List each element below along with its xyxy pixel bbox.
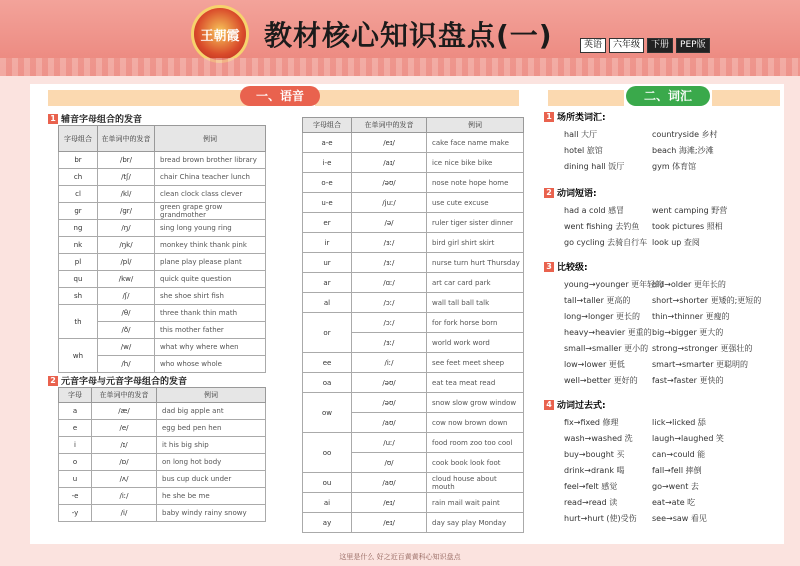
table-row	[303, 253, 524, 273]
list-item: feel→felt 感觉	[564, 482, 618, 491]
cell: al	[303, 293, 352, 313]
cell: /kl/	[98, 186, 155, 203]
cell: egg bed pen hen	[157, 420, 266, 437]
cell: eat tea meat read	[427, 373, 524, 393]
cell: nk	[59, 237, 98, 254]
cell: ir	[303, 233, 352, 253]
col-header: 字母组合	[59, 126, 98, 152]
table-row	[59, 288, 266, 305]
table-row	[303, 293, 524, 313]
cell: /ð/	[98, 322, 155, 339]
cell: he she be me	[157, 488, 266, 505]
table-row	[303, 273, 524, 293]
cell: /ɜː/	[352, 253, 427, 273]
cell: dad big apple ant	[157, 403, 266, 420]
cell: /əʊ/	[352, 373, 427, 393]
tag-grade: 六年级	[609, 38, 644, 53]
cell: cloud house about mouth	[427, 473, 524, 493]
cell: baby windy rainy snowy	[157, 505, 266, 522]
cell: ay	[303, 513, 352, 533]
table-row	[303, 233, 524, 253]
table-row	[59, 420, 266, 437]
table-row	[59, 169, 266, 186]
table-row	[303, 373, 524, 393]
cell: /ŋ/	[98, 220, 155, 237]
list-item: gym 体育馆	[652, 162, 697, 171]
cell: br	[59, 152, 98, 169]
table-row	[303, 353, 524, 373]
table-row	[303, 473, 524, 493]
cell: /eɪ/	[352, 133, 427, 153]
col-header: 字母组合	[303, 118, 352, 133]
cell: it his big ship	[157, 437, 266, 454]
col-header: 在单词中的发音	[352, 118, 427, 133]
table-row	[303, 193, 524, 213]
list-item: smart→smarter 更聪明的	[652, 360, 749, 369]
table-row	[303, 213, 524, 233]
cell: use cute excuse	[427, 193, 524, 213]
cell: o	[59, 454, 92, 471]
cell: oo	[303, 433, 352, 473]
list-item: fall→fell 摔倒	[652, 466, 702, 475]
list-item: heavy→heavier 更重的	[564, 328, 652, 337]
cell: /ɪ/	[92, 437, 157, 454]
list-item: look up 查阅	[652, 238, 700, 247]
list-item: drink→drank 喝	[564, 466, 625, 475]
col-header: 例词	[155, 126, 266, 152]
cell: sing long young ring	[155, 220, 266, 237]
cell: /w/	[98, 339, 155, 356]
block2-heading	[48, 374, 187, 387]
cell: /e/	[92, 420, 157, 437]
consonant-table	[58, 125, 266, 373]
cell: nose note hope home	[427, 173, 524, 193]
cell: or	[303, 313, 352, 353]
cell: u-e	[303, 193, 352, 213]
section-band-vocab-right	[712, 90, 780, 106]
cell: ng	[59, 220, 98, 237]
cell: day say play Monday	[427, 513, 524, 533]
cell: /ɒ/	[92, 454, 157, 471]
cell: a	[59, 403, 92, 420]
list-item: well→better 更好的	[564, 376, 638, 385]
cell: snow slow grow window	[427, 393, 524, 413]
cell: pl	[59, 254, 98, 271]
list-item: had a cold 感冒	[564, 206, 625, 215]
section-band-vocab-left	[548, 90, 624, 106]
section-title-vocab: 二、词汇	[626, 86, 710, 106]
cell: wh	[59, 339, 98, 373]
list-item: fast→faster 更快的	[652, 376, 724, 385]
table-row	[59, 186, 266, 203]
page-title: 教材核心知识盘点(一)	[264, 19, 553, 52]
list-item: small→smaller 更小的	[564, 344, 649, 353]
group-title: 场所类词汇:	[557, 113, 606, 123]
table-row	[59, 203, 266, 220]
table-row	[303, 173, 524, 193]
vocab-group-places	[544, 110, 780, 175]
cell: clean clock class clever	[155, 186, 266, 203]
cell: /aɪ/	[352, 153, 427, 173]
table-row	[59, 254, 266, 271]
cell: i	[59, 437, 92, 454]
section-band-phonics-right	[315, 90, 519, 106]
cell: /kw/	[98, 271, 155, 288]
group-number: 4	[544, 400, 554, 410]
block2-title: 元音字母与元音字母组合的发音	[61, 377, 188, 387]
cell: /əʊ/	[352, 393, 427, 413]
col-header: 例词	[427, 118, 524, 133]
block2-number: 2	[48, 376, 58, 386]
logo-badge	[194, 8, 246, 60]
cell: /eɪ/	[352, 493, 427, 513]
list-item: eat→ate 吃	[652, 498, 696, 507]
edition-tags	[580, 38, 710, 53]
block1-title: 辅音字母组合的发音	[61, 115, 143, 125]
cell: green grape grow grandmother	[155, 203, 266, 220]
tag-subject: 英语	[580, 38, 606, 53]
cell: /juː/	[352, 193, 427, 213]
list-item: beach 海滩;沙滩	[652, 146, 714, 155]
cell: ch	[59, 169, 98, 186]
list-item: read→read 读	[564, 498, 618, 507]
list-item: see→saw 看见	[652, 514, 707, 523]
cell: world work word	[427, 333, 524, 353]
tag-edition: PEP版	[676, 38, 710, 53]
list-item: low→lower 更低	[564, 360, 625, 369]
cell: ur	[303, 253, 352, 273]
cell: monkey think thank pink	[155, 237, 266, 254]
cell: /ɑː/	[352, 273, 427, 293]
cell: gr	[59, 203, 98, 220]
list-item: old→older 更年长的	[652, 280, 726, 289]
vocab-group-heading	[544, 260, 780, 273]
cell: /aʊ/	[352, 473, 427, 493]
list-item: took pictures 照相	[652, 222, 723, 231]
cell: /uː/	[352, 433, 427, 453]
table-row	[59, 271, 266, 288]
cell: /ŋk/	[98, 237, 155, 254]
cell: /h/	[98, 356, 155, 373]
table-row	[303, 133, 524, 153]
list-item: go→went 去	[652, 482, 699, 491]
table-row	[303, 433, 524, 453]
cell: on long hot body	[157, 454, 266, 471]
vocab-group-heading	[544, 398, 780, 411]
list-item: strong→stronger 更强壮的	[652, 344, 753, 353]
list-item: countryside 乡村	[652, 130, 718, 139]
group-number: 1	[544, 112, 554, 122]
cell: er	[303, 213, 352, 233]
cell: ar	[303, 273, 352, 293]
cell: ai	[303, 493, 352, 513]
cell: for fork horse born	[427, 313, 524, 333]
cell: bread brown brother library	[155, 152, 266, 169]
group-title: 比较级:	[557, 263, 588, 273]
section-title-phonics: 一、语音	[240, 86, 320, 106]
table-row	[59, 454, 266, 471]
tag-volume: 下册	[647, 38, 673, 53]
cell: wall tall ball talk	[427, 293, 524, 313]
cell: she shoe shirt fish	[155, 288, 266, 305]
cell: cow now brown down	[427, 413, 524, 433]
vocab-list	[544, 203, 780, 251]
table-row	[303, 393, 524, 413]
list-item: short→shorter 更矮的;更短的	[652, 296, 762, 305]
cell: /æ/	[92, 403, 157, 420]
vocab-list	[544, 127, 780, 175]
cell: ou	[303, 473, 352, 493]
table-row	[59, 403, 266, 420]
cell: three thank thin math	[155, 305, 266, 322]
logo-text: 王朝霞	[200, 29, 240, 44]
cell: /ɔː/	[352, 313, 427, 333]
cell: /i/	[92, 505, 157, 522]
cell: ow	[303, 393, 352, 433]
cell: ruler tiger sister dinner	[427, 213, 524, 233]
cell: /ʃ/	[98, 288, 155, 305]
cell: quick quite question	[155, 271, 266, 288]
cell: /ɜː/	[352, 333, 427, 353]
cell: -y	[59, 505, 92, 522]
cell: i-e	[303, 153, 352, 173]
list-item: laugh→laughed 笑	[652, 434, 724, 443]
col-header: 例词	[157, 388, 266, 403]
cell: a-e	[303, 133, 352, 153]
list-item: lick→licked 舔	[652, 418, 706, 427]
cell: o-e	[303, 173, 352, 193]
cell: this mother father	[155, 322, 266, 339]
list-item: young→younger 更年轻的	[564, 280, 664, 289]
cell: /gr/	[98, 203, 155, 220]
vowel-table	[58, 387, 266, 522]
cell: e	[59, 420, 92, 437]
table-row	[303, 153, 524, 173]
list-item: thin→thinner 更瘦的	[652, 312, 730, 321]
cell: /iː/	[352, 353, 427, 373]
cell: cake face name make	[427, 133, 524, 153]
cell: chair China teacher lunch	[155, 169, 266, 186]
cell: art car card park	[427, 273, 524, 293]
footer-caption: 这里是什么 好之近百黄黄科心知识盘点	[339, 553, 461, 561]
col-header: 在单词中的发音	[92, 388, 157, 403]
cell: /ɔː/	[352, 293, 427, 313]
list-item: dining hall 饭厅	[564, 162, 625, 171]
list-item: tall→taller 更高的	[564, 296, 631, 305]
table-row	[59, 437, 266, 454]
cell: food room zoo too cool	[427, 433, 524, 453]
block1-number: 1	[48, 114, 58, 124]
table-row	[59, 505, 266, 522]
header-banner	[0, 0, 800, 76]
group-number: 2	[544, 188, 554, 198]
vocab-group-heading	[544, 186, 780, 199]
cell: plane play please plant	[155, 254, 266, 271]
cell: /ʌ/	[92, 471, 157, 488]
vocab-group-phrases	[544, 186, 780, 251]
table-row	[59, 152, 266, 169]
list-item: went camping 野营	[652, 206, 728, 215]
cell: nurse turn hurt Thursday	[427, 253, 524, 273]
table-row	[303, 313, 524, 333]
table-row	[59, 488, 266, 505]
table-row	[303, 513, 524, 533]
col-header: 在单词中的发音	[98, 126, 155, 152]
cell: bird girl shirt skirt	[427, 233, 524, 253]
cell: /pl/	[98, 254, 155, 271]
cell: bus cup duck under	[157, 471, 266, 488]
cell: cl	[59, 186, 98, 203]
list-item: fix→fixed 修理	[564, 418, 619, 427]
cell: th	[59, 305, 98, 339]
cell: -e	[59, 488, 92, 505]
list-item: big→bigger 更大的	[652, 328, 724, 337]
cell: ee	[303, 353, 352, 373]
cell: ice nice bike bike	[427, 153, 524, 173]
cell: cook book look foot	[427, 453, 524, 473]
cell: /br/	[98, 152, 155, 169]
table-row	[303, 493, 524, 513]
group-number: 3	[544, 262, 554, 272]
list-item: buy→bought 买	[564, 450, 625, 459]
list-item: went fishing 去钓鱼	[564, 222, 640, 231]
list-item: hurt→hurt (使)受伤	[564, 514, 637, 523]
list-item: wash→washed 洗	[564, 434, 633, 443]
cell: /θ/	[98, 305, 155, 322]
vocab-group-heading	[544, 110, 780, 123]
cell: rain mail wait paint	[427, 493, 524, 513]
cell: who whose whole	[155, 356, 266, 373]
cell: u	[59, 471, 92, 488]
col-header: 字母	[59, 388, 92, 403]
table-row	[59, 305, 266, 322]
block1-heading	[48, 112, 142, 125]
cell: /tʃ/	[98, 169, 155, 186]
cell: /ʊ/	[352, 453, 427, 473]
list-item: hotel 旅馆	[564, 146, 603, 155]
group-title: 动词短语:	[557, 189, 597, 199]
cell: what why where when	[155, 339, 266, 356]
cell: /ə/	[352, 213, 427, 233]
list-item: can→could 能	[652, 450, 706, 459]
vocab-group-past-tense	[544, 398, 780, 527]
cell: /əʊ/	[352, 173, 427, 193]
cell: /eɪ/	[352, 513, 427, 533]
cell: oa	[303, 373, 352, 393]
cell: /iː/	[92, 488, 157, 505]
vocab-group-comparatives	[544, 260, 780, 389]
table-row	[59, 339, 266, 356]
vocab-list	[544, 415, 780, 527]
table-row	[59, 471, 266, 488]
group-title: 动词过去式:	[557, 401, 606, 411]
list-item: go cycling 去骑自行车	[564, 238, 648, 247]
cell: /ɜː/	[352, 233, 427, 253]
cell: sh	[59, 288, 98, 305]
list-item: hall 大厅	[564, 130, 597, 139]
cell: qu	[59, 271, 98, 288]
cell: see feet meet sheep	[427, 353, 524, 373]
vocab-list	[544, 277, 780, 389]
list-item: long→longer 更长的	[564, 312, 640, 321]
table-row	[59, 237, 266, 254]
table-row	[59, 220, 266, 237]
cell: /aʊ/	[352, 413, 427, 433]
vowel-combination-table	[302, 117, 524, 533]
